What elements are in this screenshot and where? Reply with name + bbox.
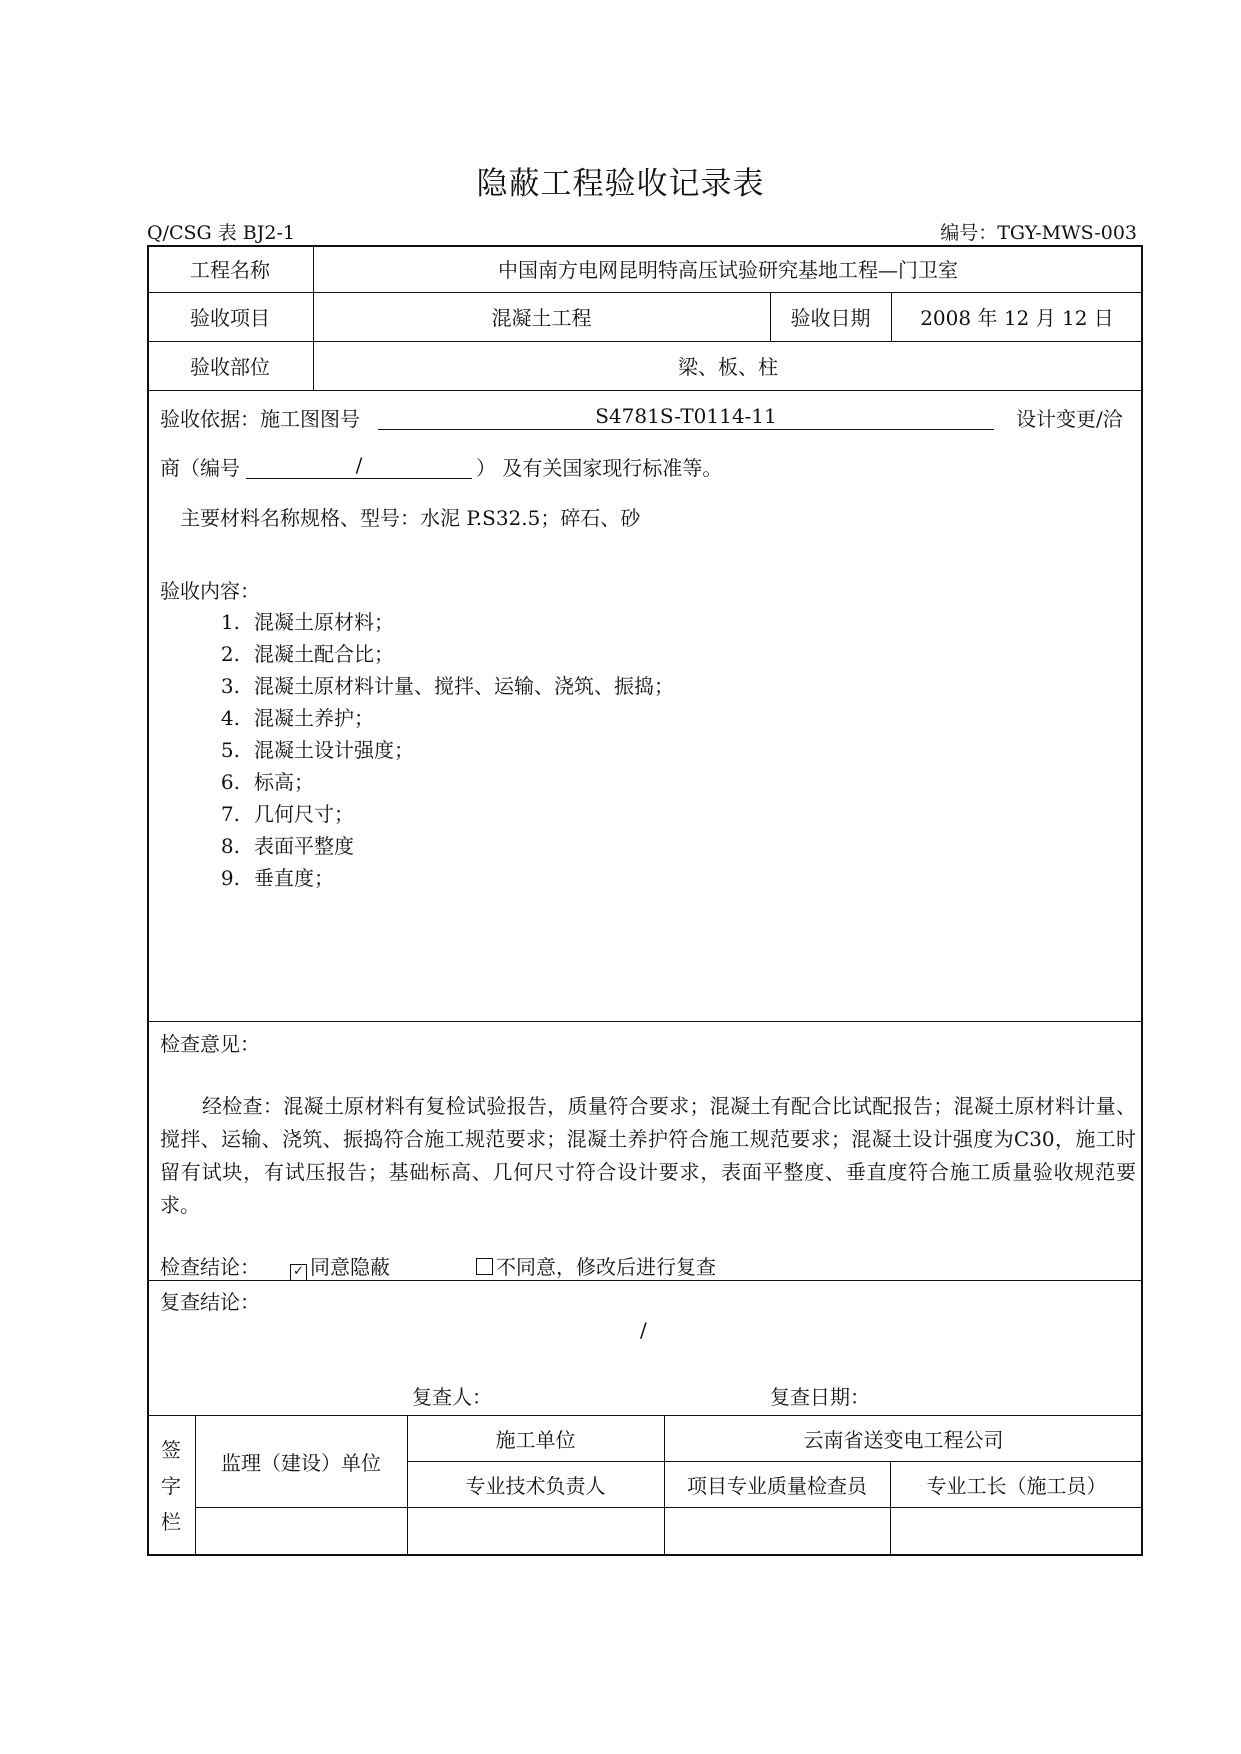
inspection-opinion: 经检查：混凝土原材料有复检试验报告，质量符合要求；混凝土有配合比试配报告；混凝土原材料计量、搅拌、运输、浇筑、振捣符合施工规范要求；混凝土养护符合施工规范要求；混凝土设计强度为C30，施工时留有试块，有试压报告；基础标高、几何尺寸符合设计要求，表面平整度、垂直度符合施工质量验收规范要求。 (160, 1094, 1136, 1217)
list-item: 1. 混凝土原材料； (220, 610, 394, 634)
date-value: 2008 年 12 月 12 日 (920, 306, 1114, 330)
list-item: 9. 垂直度； (220, 866, 334, 890)
review-label: 复查结论： (160, 1290, 260, 1314)
form-code: Q/CSG 表 BJ2-1 (147, 222, 295, 244)
signature-column-label: 签 字 栏 (161, 1437, 181, 1534)
contractor-label: 施工单位 (495, 1427, 576, 1452)
project-name-label: 工程名称 (190, 258, 270, 282)
reviewer-label: 复查人： (412, 1385, 492, 1409)
content-label: 验收内容： (160, 579, 260, 603)
list-item: 4. 混凝土养护； (220, 706, 374, 730)
drawing-number: S4781S-T0114-11 (378, 403, 994, 430)
list-item: 8. 表面平整度 (220, 834, 354, 858)
item-value: 混凝土工程 (491, 306, 592, 330)
item-label: 验收项目 (190, 306, 270, 330)
date-label: 验收日期 (790, 306, 871, 330)
design-change-label: 设计变更/洽 (1016, 407, 1123, 431)
supervisor-label: 监理（建设）单位 (221, 1450, 381, 1475)
foreman-label: 专业工长（施工员） (926, 1473, 1107, 1498)
basis-prefix: 验收依据：施工图图号 (160, 407, 360, 431)
contractor-value: 云南省送变电工程公司 (803, 1427, 1004, 1452)
tech-lead-label: 专业技术负责人 (465, 1473, 606, 1498)
list-item: 3. 混凝土原材料计量、搅拌、运输、浇筑、振捣； (220, 674, 674, 698)
part-value: 梁、板、柱 (678, 355, 778, 379)
part-label: 验收部位 (190, 355, 270, 379)
supervisor-signature-field[interactable] (195, 1507, 407, 1556)
change-suffix: ） 及有关国家现行标准等。 (476, 456, 723, 480)
disagree-checkbox[interactable] (476, 1258, 493, 1275)
list-item: 5. 混凝土设计强度； (220, 738, 414, 762)
change-prefix: 商（编号 (160, 456, 240, 480)
list-item: 7. 几何尺寸； (220, 802, 354, 826)
quality-inspector-signature-field[interactable] (664, 1507, 890, 1556)
quality-inspector-label: 项目专业质量检查员 (687, 1473, 867, 1498)
project-name-value: 中国南方电网昆明特高压试验研究基地工程—门卫室 (498, 258, 958, 282)
row-divider (147, 390, 1143, 391)
materials-text: 主要材料名称规格、型号：水泥 P.S32.5；碎石、砂 (180, 506, 641, 530)
section-divider (147, 1021, 1143, 1022)
disagree-option: 不同意，修改后进行复查 (476, 1251, 716, 1280)
review-date-label: 复查日期： (770, 1385, 870, 1409)
review-value: / (640, 1318, 647, 1342)
tech-lead-signature-field[interactable] (407, 1507, 664, 1556)
list-item: 2. 混凝土配合比； (220, 642, 394, 666)
document-number: 编号：TGY-MWS-003 (940, 222, 1137, 244)
conclusion-label: 检查结论： (160, 1255, 260, 1279)
agree-option: ✓ 同意隐蔽 (290, 1251, 390, 1281)
page-title: 隐蔽工程验收记录表 (476, 166, 765, 202)
change-number: / (246, 452, 472, 479)
section-divider (147, 1280, 1143, 1281)
foreman-signature-field[interactable] (890, 1507, 1143, 1556)
record-table (147, 245, 1143, 1556)
agree-checkbox[interactable]: ✓ (290, 1264, 307, 1281)
inspection-label: 检查意见： (160, 1032, 260, 1056)
list-item: 6. 标高； (220, 770, 314, 794)
